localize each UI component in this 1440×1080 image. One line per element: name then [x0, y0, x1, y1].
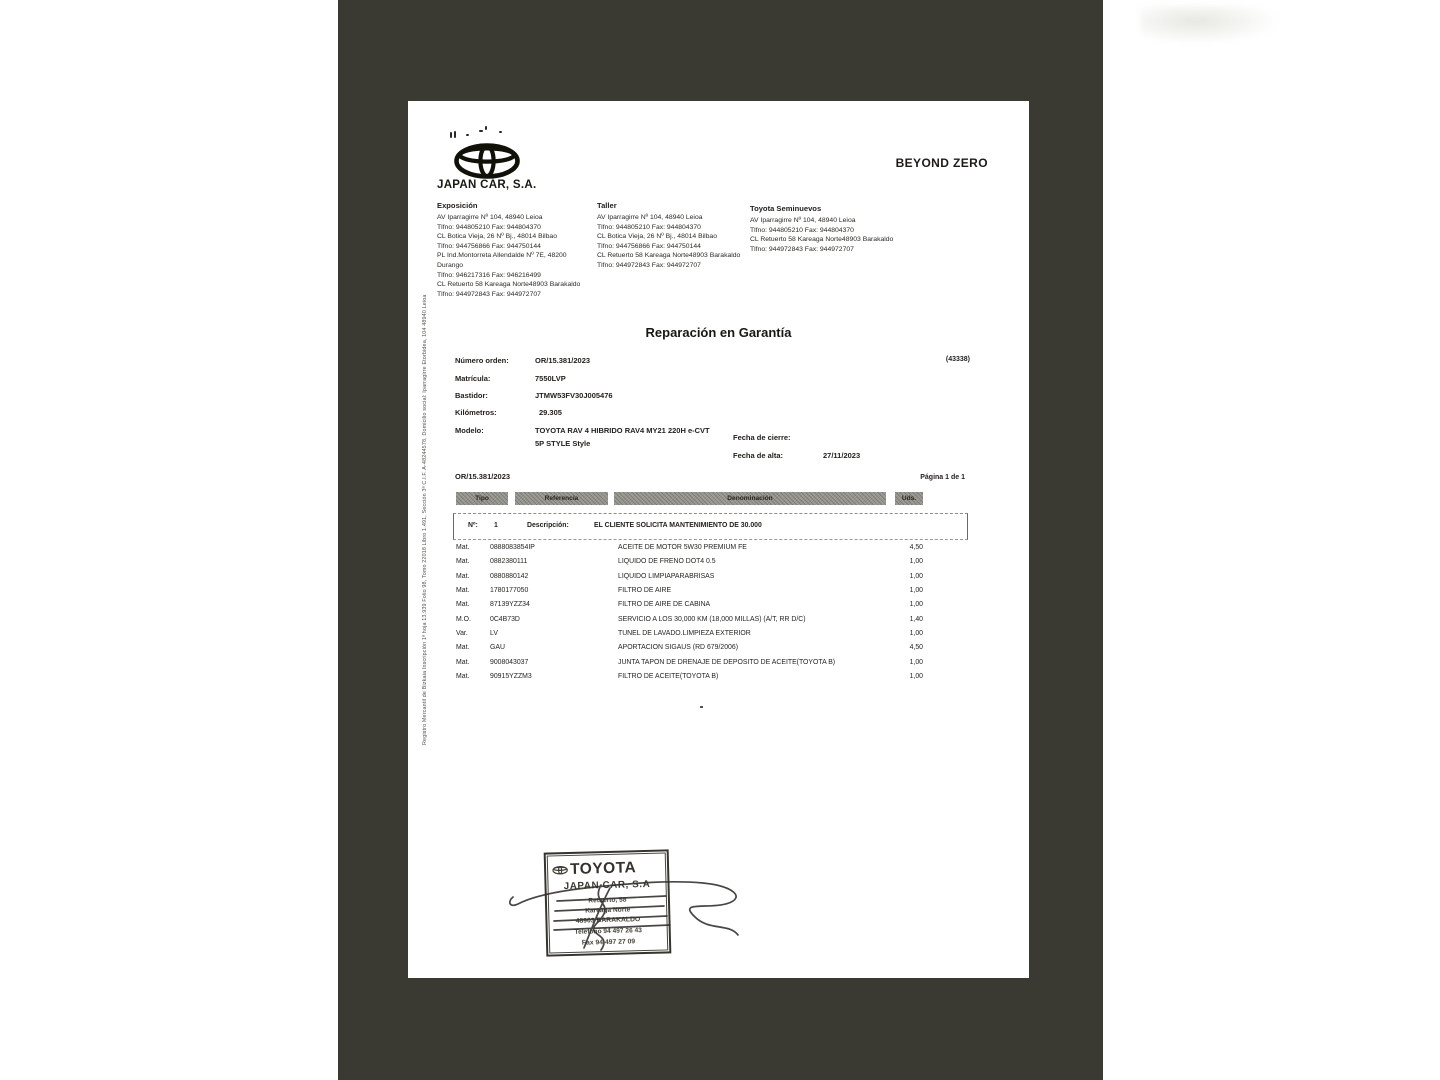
- toyota-logo-icon: [453, 143, 521, 179]
- cell-denominacion: FILTRO DE AIRE DE CABINA: [618, 601, 711, 608]
- address-line: Tlfno: 944805210 Fax: 944804370: [597, 223, 701, 231]
- bastidor-value: JTMW53FV30J005476: [535, 391, 613, 400]
- cell-referencia: 87139YZZ34: [490, 601, 530, 608]
- cell-uds: 1,00: [909, 673, 923, 680]
- cell-uds: 4,50: [909, 644, 923, 651]
- cell-denominacion: FILTRO DE AIRE: [618, 587, 672, 594]
- table-header-uds: Uds.: [895, 492, 923, 505]
- exposicion-address-block: [437, 201, 595, 299]
- descripcion-value: EL CLIENTE SOLICITA MANTENIMIENTO DE 30.000: [594, 522, 762, 529]
- cell-tipo: Mat.: [456, 673, 470, 680]
- cell-denominacion: LIQUIDO DE FRENO DOT4 0.5: [618, 558, 716, 565]
- address-line: Tlfno: 944972843 Fax: 944972707: [597, 261, 701, 269]
- address-line: CL Botica Vieja, 26 Nº Bj., 48014 Bilbao: [597, 233, 717, 241]
- modelo-value-line1: TOYOTA RAV 4 HIBRIDO RAV4 MY21 220H e-CVT: [535, 426, 710, 435]
- stamp-address-line: Retuerto, 58: [588, 896, 627, 905]
- address-line: CL Retuerto 58 Kareaga Norte48903 Barakaldo: [750, 236, 894, 244]
- stamp-company: JAPAN CAR, S.A: [563, 878, 651, 893]
- cell-uds: 1,00: [909, 558, 923, 565]
- address-line: AV Iparragirre Nº 104, 48940 Leioa: [437, 214, 543, 221]
- table-row: [408, 644, 1029, 656]
- no-label: Nº:: [468, 522, 478, 529]
- cell-uds: 1,00: [909, 587, 923, 594]
- legal-registry-sidebar: Registro Mercantil de Bizkaia Inscripción 1ª hoja 13.939 Folio 98, Tomo 22018 Libro 1.491, Sección 3ª C.I.F. A-48244578, Domicilio social: Iparragirre Etorbidea, 104 48940 Leioa: [422, 294, 428, 745]
- signature-scribble: [505, 845, 775, 970]
- address-line: AV Iparragirre Nº 104, 48940 Leioa: [597, 214, 703, 221]
- cell-uds: 1,00: [909, 630, 923, 637]
- kilometros-value: 29.305: [539, 408, 562, 417]
- cell-denominacion: JUNTA TAPON DE DRENAJE DE DEPOSITO DE ACEITE(TOYOTA B): [618, 659, 836, 666]
- table-row: [408, 616, 1029, 628]
- scan-artifact: [454, 131, 456, 138]
- scan-artifact: [700, 706, 703, 708]
- cell-tipo: Mat.: [456, 558, 470, 565]
- cell-uds: 4,50: [909, 544, 923, 551]
- cell-tipo: Mat.: [456, 659, 470, 666]
- numero-orden-value: OR/15.381/2023: [535, 356, 591, 365]
- order-reference: OR/15.381/2023: [455, 472, 511, 481]
- cell-uds: 1,40: [909, 616, 923, 623]
- cell-tipo: Mat.: [456, 587, 470, 594]
- cell-referencia: LV: [490, 630, 498, 637]
- fecha-cierre-label: Fecha de cierre:: [733, 433, 791, 442]
- table-row: [408, 659, 1029, 671]
- address-line: Tlfno: 944756866 Fax: 944750144: [437, 242, 541, 250]
- document-title: Reparación en Garantía: [645, 325, 792, 340]
- address-line: CL Retuerto 58 Kareaga Norte48903 Barakaldo: [597, 252, 741, 260]
- table-row: [408, 630, 1029, 642]
- cell-referencia: 1780177050: [490, 587, 529, 594]
- cell-tipo: Var.: [456, 630, 468, 637]
- seminuevos-title: Toyota Seminuevos: [750, 204, 822, 213]
- description-row: [453, 513, 968, 540]
- table-header-referencia: Referencia: [515, 492, 608, 505]
- page-indicator: Página 1 de 1: [920, 474, 965, 481]
- taller-address-block: [597, 201, 755, 271]
- modelo-label: Modelo:: [455, 426, 484, 435]
- scan-artifact: [466, 134, 469, 136]
- cell-tipo: Mat.: [456, 544, 470, 551]
- address-line: Durango: [437, 261, 464, 269]
- table-row: [408, 673, 1029, 685]
- fecha-alta-value: 27/11/2023: [823, 451, 861, 460]
- address-line: CL Botica Vieja, 26 Nº Bj., 48014 Bilbao: [437, 233, 557, 241]
- cell-tipo: Mat.: [456, 601, 470, 608]
- matricula-value: 7550LVP: [535, 374, 566, 383]
- fecha-alta-label: Fecha de alta:: [733, 451, 784, 460]
- cell-denominacion: LIQUIDO LIMPIAPARABRISAS: [618, 573, 715, 580]
- cell-tipo: Mat.: [456, 573, 470, 580]
- address-line: Tlfno: 944805210 Fax: 944804370: [437, 223, 541, 231]
- scan-artifact: [499, 131, 502, 133]
- stamp-fax: Fax 94 497 27 09: [581, 938, 636, 947]
- cell-referencia: 90915YZZM3: [490, 673, 532, 680]
- scan-artifact: [479, 130, 483, 132]
- cell-denominacion: APORTACION SIGAUS (RD 679/2006): [618, 644, 738, 651]
- address-line: Tlfno: 944972843 Fax: 944972707: [437, 290, 541, 298]
- cell-tipo: M.O.: [456, 616, 471, 623]
- cell-tipo: Mat.: [456, 644, 470, 651]
- cell-referencia: 0882380111: [490, 558, 528, 565]
- cell-uds: 1,00: [909, 573, 923, 580]
- address-line: AV Iparragirre Nº 104, 48940 Leioa: [750, 217, 856, 224]
- scan-artifact: [485, 126, 487, 130]
- kilometros-label: Kilómetros:: [455, 408, 497, 417]
- stamp-brand: TOYOTA: [569, 859, 637, 878]
- numero-orden-label: Número orden:: [455, 356, 509, 365]
- cell-uds: 1,00: [909, 601, 923, 608]
- seminuevos-address-block: [750, 204, 908, 254]
- stamp-phone: Telefono 94 497 26 43: [574, 927, 642, 936]
- address-line: Tlfno: 944756866 Fax: 944750144: [597, 242, 701, 250]
- address-line: Tlfno: 944805210 Fax: 944804370: [750, 226, 854, 234]
- company-name: JAPAN CAR, S.A.: [437, 179, 537, 191]
- cell-uds: 1,00: [909, 659, 923, 666]
- cell-referencia: GAU: [490, 644, 505, 651]
- table-row: [408, 544, 1029, 556]
- modelo-value-line2: 5P STYLE Style: [535, 439, 591, 448]
- cell-referencia: 0888083854IP: [490, 544, 535, 551]
- table-row: [408, 558, 1029, 570]
- cell-denominacion: ACEITE DE MOTOR 5W30 PREMIUM FE: [618, 544, 747, 551]
- cell-denominacion: SERVICIO A LOS 30,000 KM (18,000 MILLAS) (A/T, RR D/C): [618, 616, 806, 623]
- scan-smudge: [1140, 6, 1280, 44]
- table-row: [408, 573, 1029, 585]
- cell-referencia: 0C4B73D: [490, 616, 520, 623]
- no-value: 1: [494, 522, 498, 529]
- cell-referencia: 9008043037: [490, 659, 529, 666]
- taller-title: Taller: [597, 201, 617, 210]
- matricula-label: Matrícula:: [455, 374, 491, 383]
- cell-denominacion: TUNEL DE LAVADO.LIMPIEZA EXTERIOR: [618, 630, 751, 637]
- descripcion-label: Descripción:: [527, 522, 569, 529]
- table-header-denominacion: Denominación: [614, 492, 886, 505]
- scan-artifact: [450, 132, 452, 138]
- beyond-zero-slogan: BEYOND ZERO: [895, 156, 988, 170]
- ref-code: (43338): [945, 356, 970, 363]
- table-row: [408, 587, 1029, 599]
- table-row: [408, 601, 1029, 613]
- table-header-tipo: Tipo: [456, 492, 508, 505]
- address-line: Tlfno: 944972843 Fax: 944972707: [750, 245, 854, 253]
- document-page: [408, 101, 1029, 978]
- address-line: PL Ind.Montorreta Allendalde Nº 7E, 48200: [437, 252, 567, 260]
- stamp-address-line: 48903 BARAKALDO: [575, 916, 641, 925]
- address-line: CL Retuerto 58 Kareaga Norte48903 Barakaldo: [437, 281, 581, 289]
- exposicion-title: Exposición: [437, 201, 478, 210]
- stamp-address-line: Kareaga Norte: [585, 906, 631, 915]
- cell-denominacion: FILTRO DE ACEITE(TOYOTA B): [618, 673, 719, 680]
- cell-referencia: 0880880142: [490, 573, 529, 580]
- bastidor-label: Bastidor:: [455, 391, 488, 400]
- address-line: Tlfno: 946217316 Fax: 946216499: [437, 271, 541, 279]
